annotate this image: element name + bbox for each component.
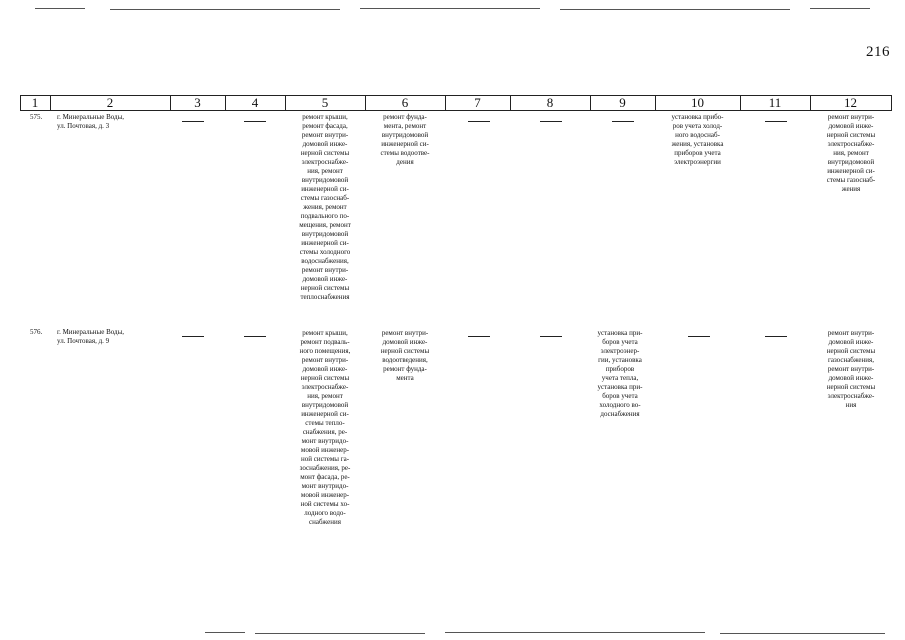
text-line: лодного водо- xyxy=(304,509,346,517)
column-header-1: 1 xyxy=(31,95,39,110)
text-line: газоснабжения, xyxy=(827,356,875,364)
text-line: нерной системы xyxy=(300,284,350,292)
text-line: мента xyxy=(396,374,414,382)
empty-cell-dash xyxy=(765,121,787,122)
table-header-row xyxy=(20,95,892,111)
text-line: ремонт внутри- xyxy=(827,329,875,337)
empty-cell-dash xyxy=(182,336,204,337)
text-line: холодного во- xyxy=(599,401,641,409)
text-line: монт внутридо- xyxy=(301,437,349,445)
internal-systems-cell xyxy=(812,113,890,194)
text-line: домовой инже- xyxy=(828,338,874,346)
column-header-11: 11 xyxy=(768,95,782,110)
text-line: учета тепла, xyxy=(601,374,639,382)
text-line: боров учета xyxy=(602,392,638,400)
column-header-7: 7 xyxy=(474,95,481,110)
repair-works-cell xyxy=(285,113,365,302)
text-line: инженерной си- xyxy=(301,185,349,193)
column-header-3: 3 xyxy=(194,95,201,110)
text-line: мовой инженер- xyxy=(300,491,350,499)
text-line: домовой инже- xyxy=(302,275,348,283)
text-line: нерной системы xyxy=(300,374,350,382)
text-line: ной системы хо- xyxy=(300,500,350,508)
text-line: приборов xyxy=(605,365,635,373)
text-line: ния, ремонт xyxy=(833,149,869,157)
text-line: ремонт фунда- xyxy=(383,365,427,373)
text-line: мента, ремонт xyxy=(383,122,427,130)
text-line: нерной системы xyxy=(826,383,876,391)
text-line: боров учета xyxy=(602,338,638,346)
text-line: электроснабже- xyxy=(827,392,875,400)
text-line: зоснабжения, ре- xyxy=(299,464,351,472)
text-line: ремонт внутри- xyxy=(381,329,429,337)
text-line: инженерной си- xyxy=(381,140,429,148)
text-line: снабжения xyxy=(309,518,341,526)
column-header-5: 5 xyxy=(321,95,329,110)
text-line: ремонт внутри- xyxy=(827,113,875,121)
text-line: нерной системы xyxy=(826,347,876,355)
empty-cell-dash xyxy=(468,336,490,337)
text-line: ния xyxy=(845,401,857,409)
text-line: электроснабже- xyxy=(301,383,349,391)
column-header-8: 8 xyxy=(546,95,554,110)
text-line: домовой инже- xyxy=(828,122,874,130)
repair-works-cell xyxy=(285,329,365,527)
text-line: стемы водоотве- xyxy=(380,149,430,157)
text-line: инженерной си- xyxy=(827,167,875,175)
text-line: мовой инженер- xyxy=(300,446,350,454)
text-line: домовой инже- xyxy=(302,365,348,373)
address-cell xyxy=(57,113,153,131)
empty-cell-dash xyxy=(540,121,562,122)
address-line: ул. Почтовая, д. 3 xyxy=(57,122,110,130)
internal-systems-cell xyxy=(812,329,890,410)
text-line: ремонт крыши, xyxy=(302,329,348,337)
address-line: г. Минеральные Воды, xyxy=(57,113,125,121)
text-line: домовой инже- xyxy=(302,140,348,148)
text-line: ния, ремонт xyxy=(307,167,343,175)
text-line: внутридомовой xyxy=(301,230,349,238)
foundation-drainage-cell xyxy=(365,113,445,167)
empty-cell-dash xyxy=(612,121,634,122)
text-line: ния, ремонт xyxy=(307,392,343,400)
empty-cell-dash xyxy=(244,121,266,122)
text-line: стемы холодного xyxy=(299,248,351,256)
text-line: снабжения, ре- xyxy=(302,428,348,436)
text-line: доснабжения xyxy=(600,410,640,418)
column-header-12: 12 xyxy=(844,95,857,110)
text-line: ремонт внутри- xyxy=(301,266,349,274)
text-line: жения, установка xyxy=(671,140,724,148)
meter-installation-cell xyxy=(580,329,660,419)
text-line: электроснабже- xyxy=(827,140,875,148)
text-line: нерной системы xyxy=(826,131,876,139)
text-line: домовой инже- xyxy=(382,338,428,346)
column-header-6: 6 xyxy=(401,95,409,110)
text-line: стемы газоснаб- xyxy=(300,194,350,202)
text-line: внутридомовой xyxy=(827,158,875,166)
text-line: нерной системы xyxy=(380,347,430,355)
text-line: ремонт крыши, xyxy=(302,113,348,121)
text-line: теплоснабжения xyxy=(300,293,350,301)
text-line: жения, ремонт xyxy=(303,203,347,211)
text-line: мещения, ремонт xyxy=(299,221,351,229)
text-line: водоснабжения, xyxy=(301,257,349,265)
text-line: электроэнергии xyxy=(674,158,721,166)
address-line: ул. Почтовая, д. 9 xyxy=(57,337,110,345)
meter-installation-cell xyxy=(655,113,740,167)
column-header-9: 9 xyxy=(619,95,626,110)
empty-cell-dash xyxy=(540,336,562,337)
empty-cell-dash xyxy=(468,121,490,122)
text-line: электроэнер- xyxy=(600,347,640,355)
text-line: монт внутридо- xyxy=(301,482,349,490)
foundation-drainage-cell xyxy=(365,329,445,383)
text-line: ремонт внутри- xyxy=(301,131,349,139)
row-number: 576. xyxy=(30,328,43,336)
text-line: подвального по- xyxy=(300,212,350,220)
column-header-2: 2 xyxy=(106,95,114,110)
text-line: жения xyxy=(841,185,861,193)
text-line: стемы газоснаб- xyxy=(826,176,876,184)
text-line: гии, установка xyxy=(598,356,642,364)
text-line: внутридомовой xyxy=(301,401,349,409)
text-line: внутридомовой xyxy=(301,176,349,184)
text-line: ремонт внутри- xyxy=(827,365,875,373)
empty-cell-dash xyxy=(688,336,710,337)
empty-cell-dash xyxy=(765,336,787,337)
text-line: внутридомовой xyxy=(381,131,429,139)
text-line: ного водоснаб- xyxy=(675,131,720,139)
empty-cell-dash xyxy=(244,336,266,337)
text-line: инженерной си- xyxy=(301,410,349,418)
text-line: установка при- xyxy=(597,383,643,391)
text-line: ремонт фасада, xyxy=(302,122,348,130)
text-line: дения xyxy=(396,158,414,166)
text-line: водоотведения, xyxy=(382,356,428,364)
text-line: инженерной си- xyxy=(301,239,349,247)
text-line: электроснабже- xyxy=(301,158,349,166)
empty-cell-dash xyxy=(182,121,204,122)
text-line: стемы тепло- xyxy=(305,419,345,427)
text-line: ров учета холод- xyxy=(672,122,723,130)
row-number: 575. xyxy=(30,113,43,121)
address-line: г. Минеральные Воды, xyxy=(57,328,125,336)
text-line: ремонт фунда- xyxy=(383,113,427,121)
text-line: установка при- xyxy=(597,329,643,337)
text-line: ремонт подваль- xyxy=(300,338,350,346)
text-line: установка прибо- xyxy=(671,113,724,121)
text-line: домовой инже- xyxy=(828,374,874,382)
column-header-4: 4 xyxy=(251,95,259,110)
address-cell xyxy=(57,328,153,346)
text-line: ремонт внутри- xyxy=(301,356,349,364)
text-line: ного помещения, xyxy=(299,347,351,355)
text-line: приборов учета xyxy=(674,149,721,157)
text-line: нерной системы xyxy=(300,149,350,157)
text-line: монт фасада, ре- xyxy=(300,473,350,481)
page-number: 216 xyxy=(866,44,890,60)
text-line: ной системы га- xyxy=(300,455,350,463)
column-header-10: 10 xyxy=(691,95,704,110)
